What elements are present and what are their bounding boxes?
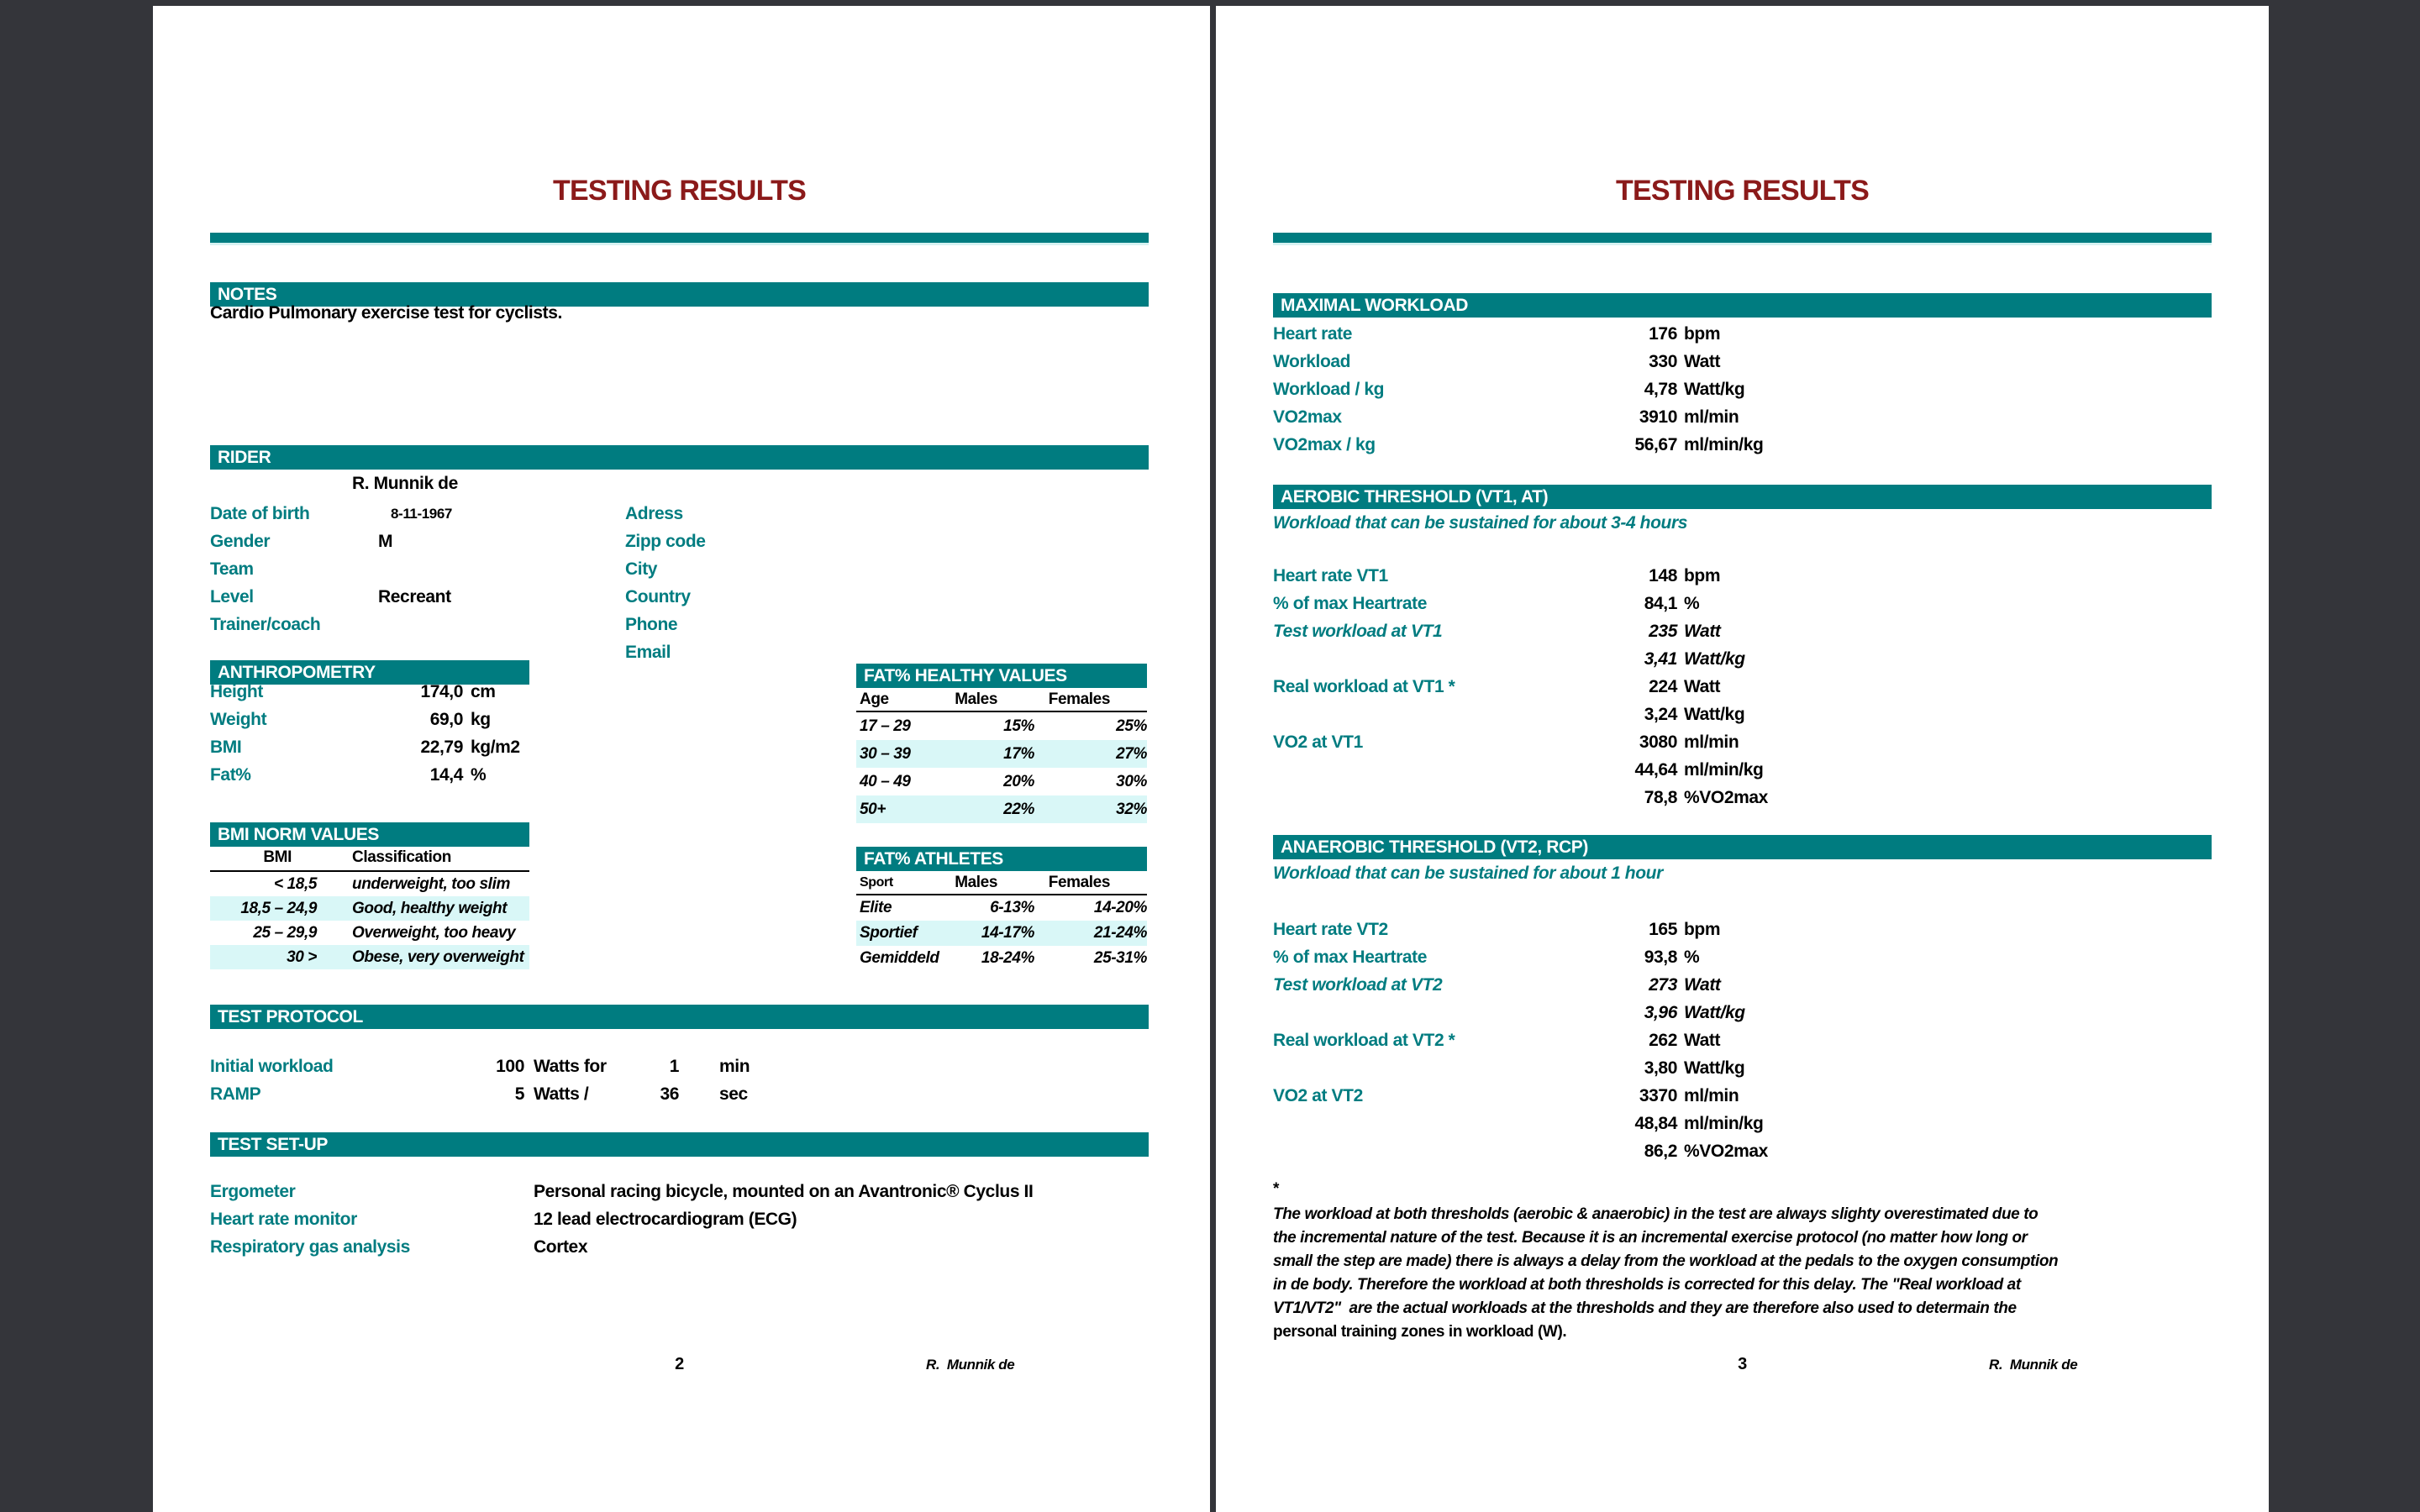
result-unit: Watt/kg <box>1684 1058 1745 1078</box>
protocol-value2: 36 <box>660 1084 679 1104</box>
result-unit: Watt <box>1684 677 1721 696</box>
section-fat-healthy-header: FAT% HEALTHY VALUES <box>856 664 1147 688</box>
table-row <box>856 895 1147 921</box>
result-unit: % <box>1684 594 1700 613</box>
result-row <box>1273 756 2212 784</box>
sport-level: Elite <box>860 899 892 916</box>
bmi-table-rows <box>210 872 529 969</box>
contact-label: City <box>625 559 658 579</box>
bmi-classification: Overweight, too heavy <box>352 924 516 942</box>
section-anthropometry-header: ANTHROPOMETRY <box>210 660 529 685</box>
protocol-unit1: Watts for <box>534 1057 607 1076</box>
footnote-line: The workload at both thresholds (aerobic & anaerobic) in the test are always slighty overestimated due to <box>1273 1205 2039 1223</box>
result-row <box>1273 348 2212 375</box>
setup-label: Heart rate monitor <box>210 1210 357 1229</box>
measure-label: Height <box>210 682 263 701</box>
section-vt1-header: AEROBIC THRESHOLD (VT1, AT) <box>1273 485 2212 509</box>
result-label: VO2max <box>1273 407 1342 427</box>
females-value: 30% <box>1116 773 1147 790</box>
footer-rider-name: R. Munnik de <box>926 1357 1015 1373</box>
females-value: 27% <box>1116 745 1147 763</box>
setup-value: 12 lead electrocardiogram (ECG) <box>534 1210 797 1229</box>
result-label: Test workload at VT2 <box>1273 975 1443 995</box>
result-value: 330 <box>1649 352 1677 371</box>
females-value: 32% <box>1116 801 1147 818</box>
result-value: 48,84 <box>1634 1114 1677 1133</box>
section-bmi-norm-header: BMI NORM VALUES <box>210 822 529 847</box>
field-value: Recreant <box>378 587 451 606</box>
measure-unit: kg <box>471 710 491 729</box>
result-unit: Watt <box>1684 975 1721 995</box>
contact-label: Zipp code <box>625 532 706 551</box>
table-row <box>210 896 529 921</box>
result-row <box>1273 1137 2212 1165</box>
result-row <box>1273 999 2212 1026</box>
bmi-range: 25 – 29,9 <box>253 924 317 942</box>
measure-unit: % <box>471 765 487 785</box>
section-fat-athletes-header: FAT% ATHLETES <box>856 847 1147 871</box>
field-value: 8-11-1967 <box>391 506 452 522</box>
result-unit: %VO2max <box>1684 1142 1768 1161</box>
males-col-header: Males <box>955 874 997 891</box>
result-row <box>1273 784 2212 811</box>
footnote-last-line: personal training zones in workload (W). <box>1273 1323 1567 1341</box>
result-label <box>1273 645 1525 673</box>
section-notes-header: NOTES <box>210 282 1149 307</box>
bmi-range: < 18,5 <box>274 875 317 893</box>
setup-value: Personal racing bicycle, mounted on an Avantronic® Cyclus II <box>534 1182 1034 1201</box>
footnote-line: the incremental nature of the test. Because it is an incremental exercise protocol (no matter how long or <box>1273 1229 2028 1247</box>
footnote-line: small the step are made) there is always a delay from the workload at the pedals to the oxygen consumption <box>1273 1252 2059 1270</box>
vt1-subtitle: Workload that can be sustained for about 3-4 hours <box>1273 513 1688 533</box>
males-value: 17% <box>1003 745 1034 763</box>
report-page-right <box>1216 6 2269 1512</box>
age-range: 50+ <box>860 801 886 818</box>
males-value: 6-13% <box>990 899 1034 916</box>
result-row <box>1273 375 2212 403</box>
table-row <box>856 946 1147 971</box>
field-label: Date of birth <box>210 504 310 523</box>
footnote-marker: * <box>1273 1180 1279 1198</box>
males-value: 15% <box>1003 717 1034 735</box>
result-value: 224 <box>1649 677 1677 696</box>
result-value: 4,78 <box>1644 380 1677 399</box>
result-row <box>1273 701 2212 728</box>
females-value: 21-24% <box>1093 924 1147 942</box>
females-value: 25% <box>1116 717 1147 735</box>
males-col-header: Males <box>955 690 997 708</box>
setup-label: Ergometer <box>210 1182 296 1201</box>
setup-value: Cortex <box>534 1237 588 1257</box>
bmi-range: 30 > <box>287 948 317 966</box>
result-value: 235 <box>1649 622 1677 641</box>
result-label <box>1273 1110 1525 1137</box>
result-value: 3,96 <box>1644 1003 1677 1022</box>
page-number: 2 <box>675 1355 684 1373</box>
result-row <box>1273 590 2212 617</box>
measure-label: Weight <box>210 710 267 729</box>
result-row <box>1273 971 2212 999</box>
title-rule <box>210 233 1149 243</box>
table-row <box>856 921 1147 946</box>
table-row <box>856 712 1147 740</box>
result-unit: Watt/kg <box>1684 705 1745 724</box>
result-unit: ml/min <box>1684 407 1739 427</box>
result-label <box>1273 1054 1525 1082</box>
table-row <box>856 768 1147 795</box>
test-protocol-rows <box>210 1053 1149 1108</box>
females-value: 14-20% <box>1093 899 1147 916</box>
field-value: M <box>378 532 393 551</box>
footer-rider-name: R. Munnik de <box>1989 1357 2078 1373</box>
section-test-protocol-header: TEST PROTOCOL <box>210 1005 1149 1029</box>
result-row <box>1273 645 2212 673</box>
result-unit: % <box>1684 948 1700 967</box>
result-label: % of max Heartrate <box>1273 594 1428 613</box>
result-unit: ml/min <box>1684 732 1739 752</box>
result-unit: Watt <box>1684 622 1721 641</box>
setup-label: Respiratory gas analysis <box>210 1237 410 1257</box>
result-row <box>1273 1026 2212 1054</box>
bmi-classification: Obese, very overweight <box>352 948 524 966</box>
result-label: Heart rate VT1 <box>1273 566 1388 585</box>
protocol-label: Initial workload <box>210 1057 334 1076</box>
result-value: 262 <box>1649 1031 1677 1050</box>
notes-body: Cardio Pulmonary exercise test for cyclists. <box>210 303 562 323</box>
page-title: TESTING RESULTS <box>1616 175 1869 207</box>
age-range: 40 – 49 <box>860 773 911 790</box>
result-value: 148 <box>1649 566 1677 585</box>
result-label: VO2max / kg <box>1273 435 1376 454</box>
result-row <box>1273 562 2212 590</box>
result-value: 273 <box>1649 975 1677 995</box>
title-rule <box>1273 233 2212 243</box>
section-test-setup-header: TEST SET-UP <box>210 1132 1149 1157</box>
contact-label: Country <box>625 587 691 606</box>
result-unit: bpm <box>1684 566 1721 585</box>
anthropometry-rows <box>210 678 529 789</box>
females-col-header: Females <box>1048 874 1110 891</box>
measure-row <box>210 706 529 733</box>
result-value: 176 <box>1649 324 1677 344</box>
males-value: 14-17% <box>981 924 1034 942</box>
vt1-rows <box>1273 562 2212 811</box>
protocol-row <box>210 1053 1149 1080</box>
field-label: Team <box>210 559 254 579</box>
footnote-line: VT1/VT2" are the actual workloads at the thresholds and they are therefore also used to determain the <box>1273 1299 2017 1317</box>
table-row <box>210 921 529 945</box>
result-row <box>1273 431 2212 459</box>
result-unit: ml/min/kg <box>1684 1114 1764 1133</box>
page-number: 3 <box>1738 1355 1747 1373</box>
fat-healthy-table <box>856 689 1147 823</box>
setup-row <box>210 1205 1149 1233</box>
setup-row <box>210 1178 1149 1205</box>
measure-value: 22,79 <box>420 738 463 757</box>
result-label: VO2 at VT1 <box>1273 732 1363 752</box>
result-value: 93,8 <box>1644 948 1677 967</box>
result-value: 84,1 <box>1644 594 1677 613</box>
table-row <box>856 740 1147 768</box>
measure-unit: kg/m2 <box>471 738 520 757</box>
result-unit: ml/min/kg <box>1684 435 1764 454</box>
measure-row <box>210 761 529 789</box>
test-setup-rows <box>210 1178 1149 1261</box>
rider-name: R. Munnik de <box>352 474 458 493</box>
table-row <box>856 795 1147 823</box>
result-row <box>1273 943 2212 971</box>
result-unit: bpm <box>1684 920 1721 939</box>
field-label: Gender <box>210 532 271 551</box>
contact-label: Adress <box>625 504 683 523</box>
measure-value: 174,0 <box>420 682 463 701</box>
result-label: Workload <box>1273 352 1351 371</box>
result-value: 3,80 <box>1644 1058 1677 1078</box>
sport-level: Sportief <box>860 924 918 942</box>
males-value: 22% <box>1003 801 1034 818</box>
protocol-value1: 5 <box>514 1084 524 1104</box>
bmi-range: 18,5 – 24,9 <box>240 900 317 917</box>
rider-contact-labels <box>625 500 706 666</box>
result-value: 3080 <box>1639 732 1677 752</box>
result-label <box>1273 756 1525 784</box>
result-row <box>1273 617 2212 645</box>
result-unit: %VO2max <box>1684 788 1768 807</box>
result-label: Workload / kg <box>1273 380 1385 399</box>
protocol-unit2: min <box>719 1057 750 1076</box>
bmi-col-header: BMI <box>263 848 292 866</box>
result-value: 3,41 <box>1644 649 1677 669</box>
contact-label: Email <box>625 643 671 662</box>
page-title: TESTING RESULTS <box>553 175 806 207</box>
result-value: 3370 <box>1639 1086 1677 1105</box>
bmi-classification: underweight, too slim <box>352 875 510 893</box>
measure-value: 69,0 <box>429 710 463 729</box>
result-unit: Watt/kg <box>1684 649 1745 669</box>
result-value: 165 <box>1649 920 1677 939</box>
contact-label: Phone <box>625 615 678 634</box>
bmi-table-header <box>210 846 529 869</box>
result-unit: ml/min <box>1684 1086 1739 1105</box>
result-value: 3910 <box>1639 407 1677 427</box>
result-row <box>1273 1110 2212 1137</box>
measure-value: 14,4 <box>429 765 463 785</box>
result-label: Real workload at VT2 * <box>1273 1031 1455 1050</box>
result-unit: Watt <box>1684 1031 1721 1050</box>
result-value: 78,8 <box>1644 788 1677 807</box>
result-label: VO2 at VT2 <box>1273 1086 1363 1105</box>
age-range: 17 – 29 <box>860 717 911 735</box>
protocol-unit2: sec <box>719 1084 748 1104</box>
field-label: Trainer/coach <box>210 615 321 634</box>
field-label: Level <box>210 587 254 606</box>
protocol-row <box>210 1080 1149 1108</box>
age-range: 30 – 39 <box>860 745 911 763</box>
result-label: Heart rate <box>1273 324 1353 344</box>
measure-row <box>210 678 529 706</box>
bmi-classification: Good, healthy weight <box>352 900 508 917</box>
protocol-value2: 1 <box>669 1057 679 1076</box>
setup-row <box>210 1233 1149 1261</box>
result-value: 44,64 <box>1634 760 1677 780</box>
result-label <box>1273 784 1525 811</box>
result-label <box>1273 999 1525 1026</box>
age-col-header: Age <box>860 690 889 708</box>
footnote-text <box>1273 1203 2058 1320</box>
result-unit: Watt <box>1684 352 1721 371</box>
males-value: 18-24% <box>981 949 1034 967</box>
result-unit: ml/min/kg <box>1684 760 1764 780</box>
result-row <box>1273 728 2212 756</box>
table-header <box>856 689 1147 711</box>
result-row <box>1273 1054 2212 1082</box>
result-value: 3,24 <box>1644 705 1677 724</box>
measure-label: BMI <box>210 738 242 757</box>
report-page-left <box>153 6 1210 1512</box>
result-label: % of max Heartrate <box>1273 948 1428 967</box>
section-rider-header: RIDER <box>210 445 1149 470</box>
measure-row <box>210 733 529 761</box>
result-unit: bpm <box>1684 324 1721 344</box>
measure-unit: cm <box>471 682 496 701</box>
table-row <box>210 945 529 969</box>
result-label: Test workload at VT1 <box>1273 622 1443 641</box>
protocol-label: RAMP <box>210 1084 261 1104</box>
result-row <box>1273 673 2212 701</box>
footnote-line: in de body. Therefore the workload at both thresholds is corrected for this delay. The "Real workload at <box>1273 1276 2021 1294</box>
section-vt2-header: ANAEROBIC THRESHOLD (VT2, RCP) <box>1273 835 2212 859</box>
footnote <box>1273 1175 2058 1344</box>
result-unit: Watt/kg <box>1684 380 1745 399</box>
measure-label: Fat% <box>210 765 251 785</box>
result-value: 86,2 <box>1644 1142 1677 1161</box>
sport-level: Gemiddeld <box>860 949 939 967</box>
result-row <box>1273 403 2212 431</box>
result-label: Heart rate VT2 <box>1273 920 1388 939</box>
sport-col-header: Sport <box>860 875 893 890</box>
table-header <box>856 872 1147 894</box>
males-value: 20% <box>1003 773 1034 790</box>
result-value: 56,67 <box>1634 435 1677 454</box>
result-row <box>1273 1082 2212 1110</box>
vt2-subtitle: Workload that can be sustained for about 1 hour <box>1273 864 1663 883</box>
vt2-rows <box>1273 916 2212 1165</box>
maximal-workload-rows <box>1273 320 2212 459</box>
result-label: Real workload at VT1 * <box>1273 677 1455 696</box>
protocol-value1: 100 <box>496 1057 524 1076</box>
result-unit: Watt/kg <box>1684 1003 1745 1022</box>
result-row <box>1273 916 2212 943</box>
fat-athletes-table <box>856 872 1147 971</box>
females-value: 25-31% <box>1093 949 1147 967</box>
classification-col-header: Classification <box>352 848 451 866</box>
protocol-unit1: Watts / <box>534 1084 589 1104</box>
result-row <box>1273 320 2212 348</box>
section-maximal-workload-header: MAXIMAL WORKLOAD <box>1273 293 2212 318</box>
result-label <box>1273 701 1525 728</box>
table-row <box>210 872 529 896</box>
females-col-header: Females <box>1048 690 1110 708</box>
result-label <box>1273 1137 1525 1165</box>
